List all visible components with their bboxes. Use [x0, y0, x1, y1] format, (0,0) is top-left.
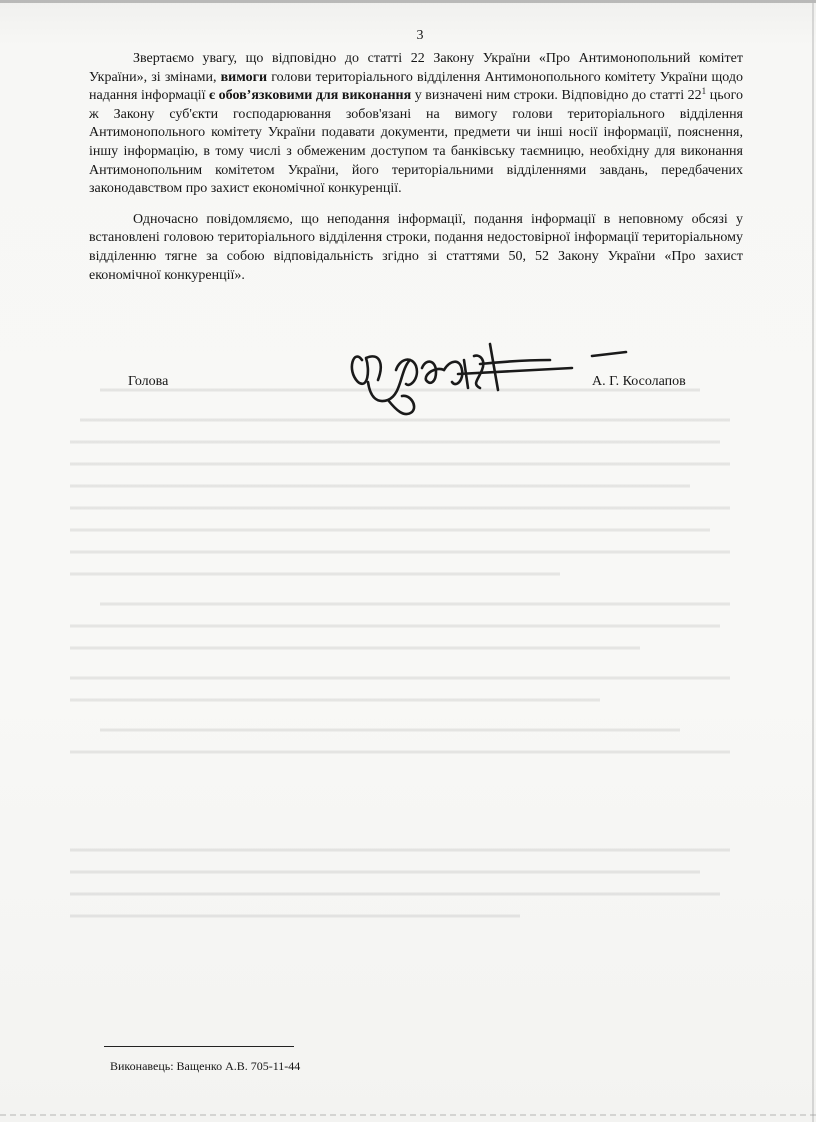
- scan-right-edge: [812, 0, 814, 1122]
- paragraph-liability: Одночасно повідомляємо, що неподання інформації, подання інформації в неповному обсязі у встановлені головою територіального відділення строки, подання недостовірної інформації територіальному відділенню тягне за собою відповідальність згідно зі статтями 50, 52 Закону України «Про захист економічної конкуренції».: [89, 211, 743, 283]
- signatory-name: А. Г. Косолапов: [592, 374, 686, 389]
- article-superscript: 1: [701, 86, 707, 97]
- paragraph-obligation-part2: голови територіального відділення Антимонопольного комітету України щодо надання інформації: [89, 69, 743, 104]
- scan-top-edge: [0, 0, 816, 3]
- page-number: 3: [416, 28, 424, 43]
- paragraph-obligation: [89, 50, 743, 199]
- signatory-title: Голова: [128, 374, 169, 389]
- executor-footnote: Виконавець: Ващенко А.В. 705-11-44: [110, 1059, 301, 1073]
- bleed-through-text: [40, 380, 760, 940]
- letter-body: [89, 50, 743, 285]
- paragraph-obligation-part4: цього ж Закону суб'єкти господарювання зобов'язані на вимогу голови територіального відділення Антимонопольного комітету України подавати документи, предмети чи інші носії інформації, пояснення, іншу інформацію, в тому числі з обмеженим доступом та банківську таємницю, необхідну для виконання Антимонопольним комітетом України, його територіальними відділеннями завдань, передбачених законодавством про захист економічної конкуренції.: [89, 88, 743, 197]
- paragraph-obligation-bold-mandatory: є обов’язковими для виконання: [209, 88, 412, 104]
- paragraph-obligation-bold-demands: вимоги: [220, 69, 268, 85]
- scan-bottom-edge: [0, 1114, 816, 1116]
- footnote-divider: [104, 1046, 294, 1047]
- paragraph-obligation-part3: у визначені ним строки. Відповідно до статті 22: [411, 88, 702, 104]
- paragraph-obligation-part1: Звертаємо увагу, що відповідно до статті 22 Закону України «Про Антимонопольний комітет України», зі змінами,: [89, 51, 743, 85]
